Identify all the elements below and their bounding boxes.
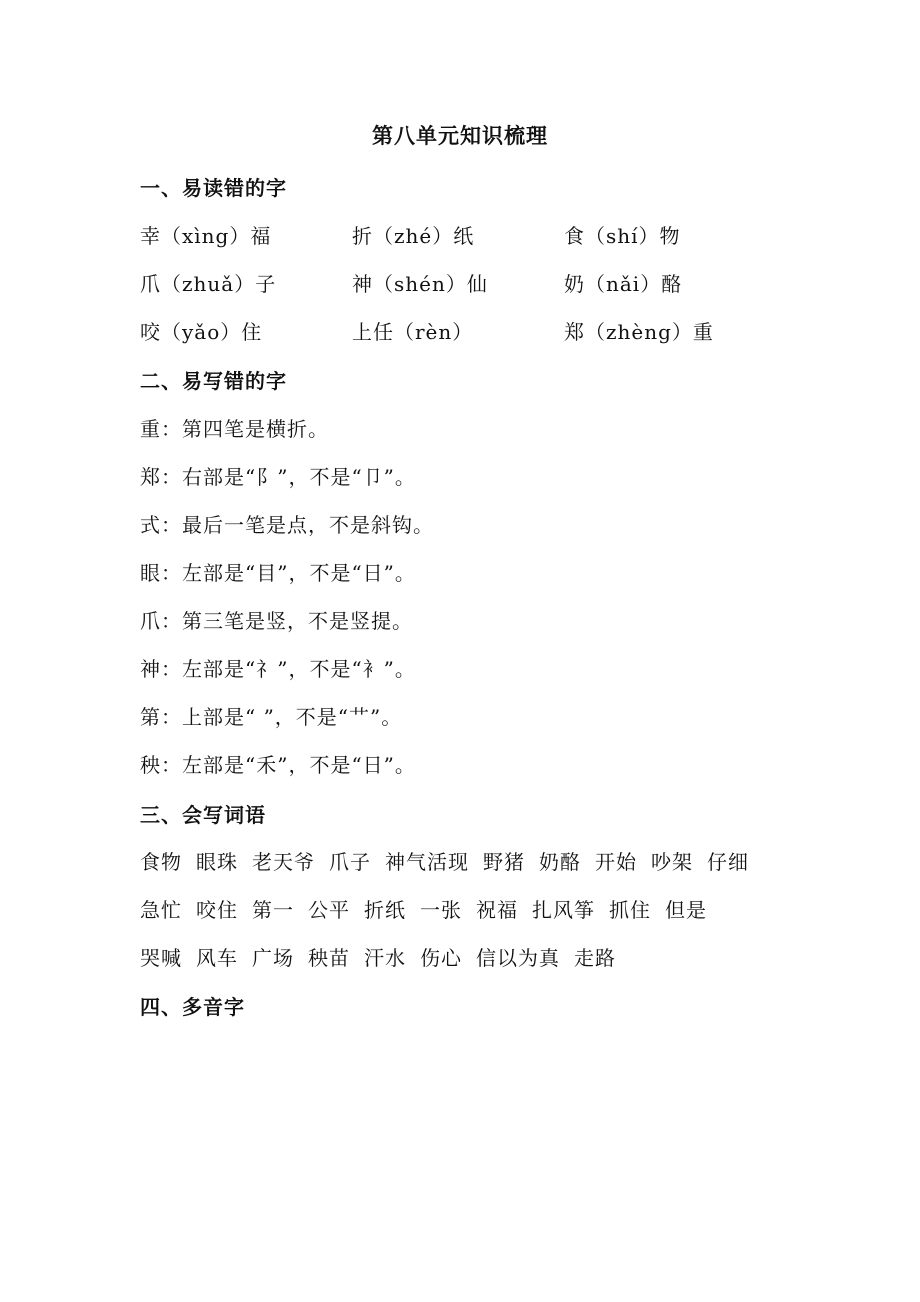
pinyin-item: 郑（zhèng）重 [564, 320, 714, 344]
pinyin-item: 上任（rèn） [352, 320, 474, 344]
vocab-word: 吵架 [651, 850, 693, 874]
vocab-word: 汗水 [364, 946, 406, 970]
vocab-word: 但是 [665, 898, 707, 922]
writing-note: 神：左部是“礻”，不是“衤”。 [140, 657, 416, 681]
vocab-word: 秧苗 [308, 946, 350, 970]
vocab-word: 开始 [595, 850, 637, 874]
writing-note: 眼：左部是“目”，不是“日”。 [140, 561, 416, 585]
writing-note: 郑：右部是“阝”，不是“卩”。 [140, 465, 416, 489]
vocab-word: 奶酪 [539, 850, 581, 874]
vocab-word: 急忙 [140, 898, 182, 922]
vocab-word: 眼珠 [196, 850, 238, 874]
vocab-word: 走路 [574, 946, 616, 970]
pinyin-item: 奶（nǎi）酪 [564, 272, 683, 296]
vocab-word: 神气活现 [385, 850, 469, 874]
section-heading-vocabulary: 三、会写词语 [140, 803, 266, 827]
vocab-word: 公平 [308, 898, 350, 922]
vocab-row [140, 846, 749, 875]
section-heading-misread: 一、易读错的字 [140, 176, 287, 200]
writing-note: 第：上部是“ ”，不是“艹”。 [140, 705, 403, 729]
vocab-word: 抓住 [609, 898, 651, 922]
pinyin-item: 咬（yǎo）住 [140, 320, 263, 344]
vocab-word: 咬住 [196, 898, 238, 922]
vocab-word: 信以为真 [476, 946, 560, 970]
vocab-word: 伤心 [420, 946, 462, 970]
vocab-word: 扎风筝 [532, 898, 595, 922]
section-heading-miswritten: 二、易写错的字 [140, 369, 287, 393]
vocab-word: 第一 [252, 898, 294, 922]
vocab-row [140, 894, 707, 923]
vocab-word: 野猪 [483, 850, 525, 874]
vocab-word: 广场 [252, 946, 294, 970]
page-title: 第八单元知识梳理 [372, 124, 548, 148]
pinyin-item: 幸（xìng）福 [140, 224, 272, 248]
pinyin-item: 爪（zhuǎ）子 [140, 272, 277, 296]
writing-note: 重：第四笔是横折。 [140, 417, 329, 441]
writing-note: 式：最后一笔是点，不是斜钩。 [140, 513, 434, 537]
writing-note: 秧：左部是“禾”，不是“日”。 [140, 753, 416, 777]
vocab-word: 折纸 [364, 898, 406, 922]
vocab-word: 一张 [420, 898, 462, 922]
vocab-word: 老天爷 [252, 850, 315, 874]
pinyin-item: 神（shén）仙 [352, 272, 488, 296]
vocab-word: 食物 [140, 850, 182, 874]
vocab-word: 风车 [196, 946, 238, 970]
pinyin-item: 折（zhé）纸 [352, 224, 475, 248]
section-heading-polyphonic: 四、多音字 [140, 995, 245, 1019]
vocab-word: 哭喊 [140, 946, 182, 970]
vocab-word: 仔细 [707, 850, 749, 874]
vocab-word: 爪子 [329, 850, 371, 874]
writing-note: 爪：第三笔是竖，不是竖提。 [140, 609, 413, 633]
vocab-word: 祝福 [476, 898, 518, 922]
vocab-row [140, 942, 616, 971]
pinyin-item: 食（shí）物 [564, 224, 681, 248]
